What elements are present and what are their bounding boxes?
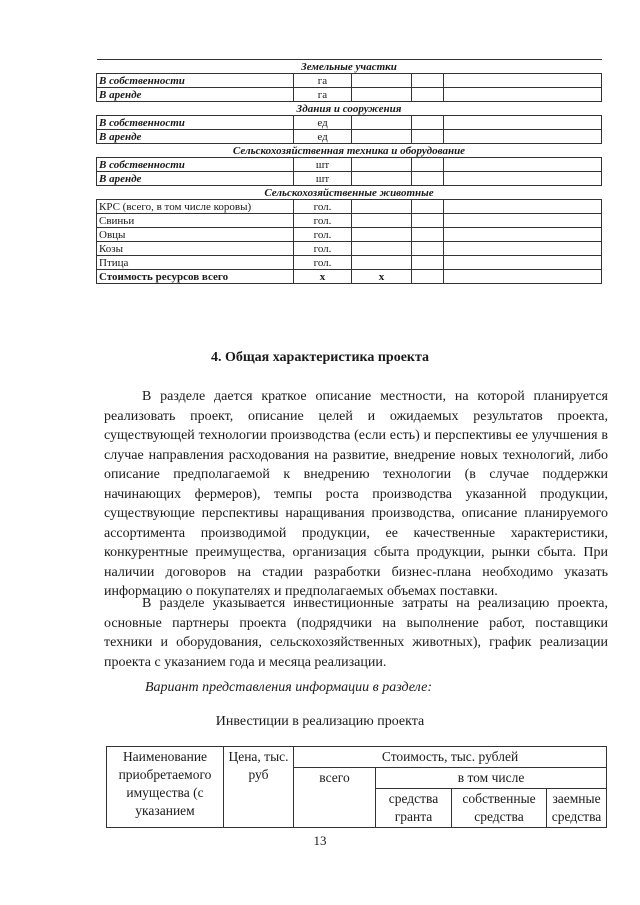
resource-value-cell: [412, 228, 444, 242]
resource-value-cell: [412, 74, 444, 88]
resource-value-cell: [352, 228, 412, 242]
section-title: Сельскохозяйственные животные: [97, 186, 602, 200]
resource-label: В собственности: [97, 74, 294, 88]
resource-unit: гол.: [294, 200, 352, 214]
resource-unit: гол.: [294, 228, 352, 242]
header-own: собственные средства: [452, 789, 547, 828]
resource-row: [97, 256, 602, 270]
investment-table-title: Инвестиции в реализацию проекта: [215, 714, 425, 729]
resource-row: [97, 172, 602, 186]
resource-value-cell: [412, 116, 444, 130]
resource-row: [97, 158, 602, 172]
section-title: Здания и сооружения: [97, 102, 602, 116]
resource-unit: ед: [294, 116, 352, 130]
resource-value-cell: [352, 172, 412, 186]
resource-unit: шт: [294, 158, 352, 172]
resource-value-cell: [444, 228, 602, 242]
resource-row: [97, 242, 602, 256]
resource-value-cell: [352, 74, 412, 88]
total-empty-cell: [444, 270, 602, 284]
resource-value-cell: [444, 256, 602, 270]
resource-value-cell: [444, 200, 602, 214]
resource-value-cell: [412, 88, 444, 102]
resource-value-cell: [352, 158, 412, 172]
resource-label: В собственности: [97, 116, 294, 130]
resource-value-cell: [352, 214, 412, 228]
resource-row: [97, 228, 602, 242]
paragraph-description: В разделе дается краткое описание местности, на которой планируется реализовать проект, описание целей и ожидаемых результатов проекта, существующей технологии производства (если есть) и перспективы ее улучшения в случае направления расходования на развитие, внедрение новых технологий, либо описание предполагаемой к внедрению технологии (в случае поддержки начинающих фермеров), темпы роста производства указанной продукции, существующие перспективы наращивания производства, описание планируемого ассортимента производимой продукции, ее качественные характеристики, конкурентные преимущества, организация сбыта продукции, рынки сбыта. При наличии договоров на стадии разработки бизнес-плана необходимо указать информацию о покупателях и предполагаемых объемах поставки.: [104, 389, 608, 599]
resource-row: [97, 74, 602, 88]
resource-row: [97, 200, 602, 214]
resource-label: В аренде: [97, 88, 294, 102]
resource-value-cell: [444, 172, 602, 186]
resource-value-cell: [444, 74, 602, 88]
resource-value-cell: [412, 172, 444, 186]
resource-row: [97, 214, 602, 228]
variant-note: Вариант представления информации в разделе:: [145, 680, 432, 695]
resources-table-body: [97, 60, 602, 284]
resource-value-cell: [444, 130, 602, 144]
section-title: Сельскохозяйственная техника и оборудование: [97, 144, 602, 158]
investment-header-row-1: [107, 747, 607, 768]
resource-value-cell: [352, 256, 412, 270]
header-name: Наименование приобретаемого имущества (с указанием: [107, 747, 224, 828]
page-number: 13: [313, 833, 327, 848]
resource-value-cell: [352, 200, 412, 214]
resource-label: Овцы: [97, 228, 294, 242]
resource-unit: га: [294, 88, 352, 102]
resource-unit: гол.: [294, 214, 352, 228]
resource-value-cell: [412, 242, 444, 256]
resource-unit: гол.: [294, 242, 352, 256]
resource-unit: гол.: [294, 256, 352, 270]
resource-label: В аренде: [97, 130, 294, 144]
resource-value-cell: [352, 116, 412, 130]
resource-label: В аренде: [97, 172, 294, 186]
resource-value-cell: [352, 242, 412, 256]
resource-value-cell: [444, 242, 602, 256]
resource-value-cell: [412, 256, 444, 270]
resource-value-cell: [412, 214, 444, 228]
resource-label: Свиньи: [97, 214, 294, 228]
resource-value-cell: [444, 116, 602, 130]
resource-unit: ед: [294, 130, 352, 144]
resource-unit: шт: [294, 172, 352, 186]
resource-row: [97, 130, 602, 144]
resource-value-cell: [444, 158, 602, 172]
section-heading: 4. Общая характеристика проекта: [210, 350, 430, 365]
resource-value-cell: [412, 200, 444, 214]
section-row: [97, 102, 602, 116]
resource-row: [97, 116, 602, 130]
resource-label: КРС (всего, в том числе коровы): [97, 200, 294, 214]
section-row: [97, 60, 602, 74]
total-x-2: х: [352, 270, 412, 284]
header-total: всего: [294, 768, 376, 828]
resource-label: В собственности: [97, 158, 294, 172]
paragraph-investment: В разделе указывается инвестиционные затраты на реализацию проекта, основные партнеры проекта (подрядчики на выполнение работ, поставщики техники и оборудования, сельскохозяйственных животных), график реализации проекта с указанием года и месяца реализации.: [104, 596, 608, 670]
resource-value-cell: [412, 158, 444, 172]
investment-table: [106, 746, 607, 828]
resource-value-cell: [352, 130, 412, 144]
total-x-1: х: [294, 270, 352, 284]
resource-label: Птица: [97, 256, 294, 270]
resource-value-cell: [444, 88, 602, 102]
resource-label: Козы: [97, 242, 294, 256]
section-row: [97, 144, 602, 158]
resource-value-cell: [352, 88, 412, 102]
section-row: [97, 186, 602, 200]
header-price: Цена, тыс. руб: [224, 747, 294, 828]
total-empty-cell: [412, 270, 444, 284]
total-label: Стоимость ресурсов всего: [97, 270, 294, 284]
total-row: [97, 270, 602, 284]
resource-unit: га: [294, 74, 352, 88]
resource-value-cell: [444, 214, 602, 228]
header-cost: Стоимость, тыс. рублей: [294, 747, 607, 768]
resources-table: [96, 59, 602, 284]
header-borrowed: заемные средства: [547, 789, 607, 828]
header-including: в том числе: [376, 768, 607, 789]
resource-row: [97, 88, 602, 102]
header-grant: средства гранта: [376, 789, 452, 828]
section-title: Земельные участки: [97, 60, 602, 74]
resource-value-cell: [412, 130, 444, 144]
